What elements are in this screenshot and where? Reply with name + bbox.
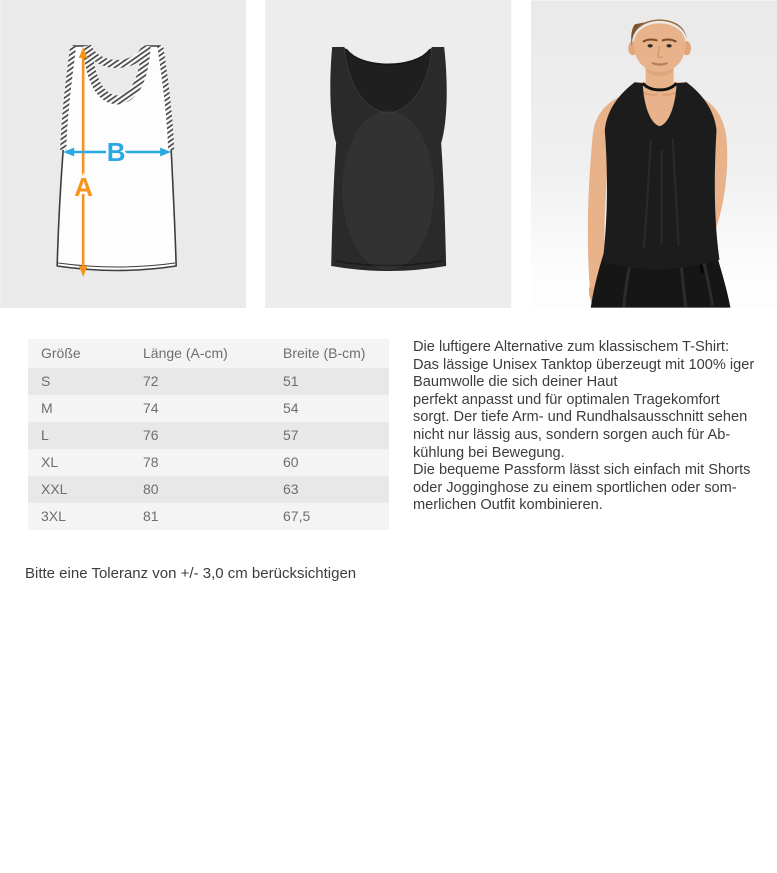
product-flat-svg [265,0,511,308]
description-line: Das lässige Unisex Tanktop überzeugt mit 100% iger [413,356,755,373]
size-label: L [41,427,49,443]
size-label: XL [41,454,59,470]
size-diagram-svg [0,0,246,308]
description-line: perfekt anpasst und für optimalen Tragekomfort [413,391,720,408]
product-description [413,339,769,515]
size-label: 3XL [41,508,66,524]
size-diagram-image[interactable] [0,0,246,308]
right-eye [666,44,671,47]
length-value: 72 [143,373,159,389]
description-line: oder Jogginghose zu einem sportlichen oder som- [413,479,737,496]
tolerance-note: Bitte eine Toleranz von +/- 3,0 cm berücksichtigen [25,565,357,582]
table-row-xxl [28,476,389,503]
measure-label-b: B [106,137,126,167]
table-row-s [28,368,389,395]
model-photo-image[interactable] [531,0,777,308]
size-label: M [41,400,53,416]
width-value: 67,5 [283,508,311,524]
length-value: 80 [143,481,159,497]
width-value: 51 [283,373,299,389]
width-value: 54 [283,400,299,416]
description-line: nicht nur lässig aus, sondern sorgen auch für Ab- [413,426,731,443]
product-image-gallery [0,0,777,308]
fabric-highlight [342,110,434,270]
col-header-laenge: Länge (A-cm) [143,345,228,361]
description-line: Baumwolle die sich deiner Haut [413,374,618,391]
description-line: Die bequeme Passform lässt sich einfach mit Shorts [413,462,751,479]
table-row-m [28,395,389,422]
length-value: 76 [143,427,159,443]
col-header-groesse: Größe [41,345,81,361]
length-value: 74 [143,400,159,416]
product-flat-image[interactable] [265,0,511,308]
size-table-header-row [28,339,389,368]
width-value: 60 [283,454,299,470]
table-row-l [28,422,389,449]
table-row-xl [28,449,389,476]
width-value: 63 [283,481,299,497]
table-row-3xl [28,503,389,530]
size-label: XXL [41,481,68,497]
description-line: kühlung bei Bewegung. [413,444,565,461]
left-eye [647,44,652,47]
col-header-breite: Breite (B-cm) [283,345,366,361]
size-table [28,339,389,530]
description-line: sorgt. Der tiefe Arm- und Rundhalsausschnitt sehen [413,409,748,426]
length-value: 78 [143,454,159,470]
model-photo-svg [531,0,777,308]
mouth [652,63,666,64]
description-line: Die luftigere Alternative zum klassischem T-Shirt: [413,339,730,355]
measure-label-a: A [74,172,94,202]
size-label: S [41,373,51,389]
length-value: 81 [143,508,159,524]
width-value: 57 [283,427,299,443]
description-line: merlichen Outfit kombinieren. [413,497,603,514]
